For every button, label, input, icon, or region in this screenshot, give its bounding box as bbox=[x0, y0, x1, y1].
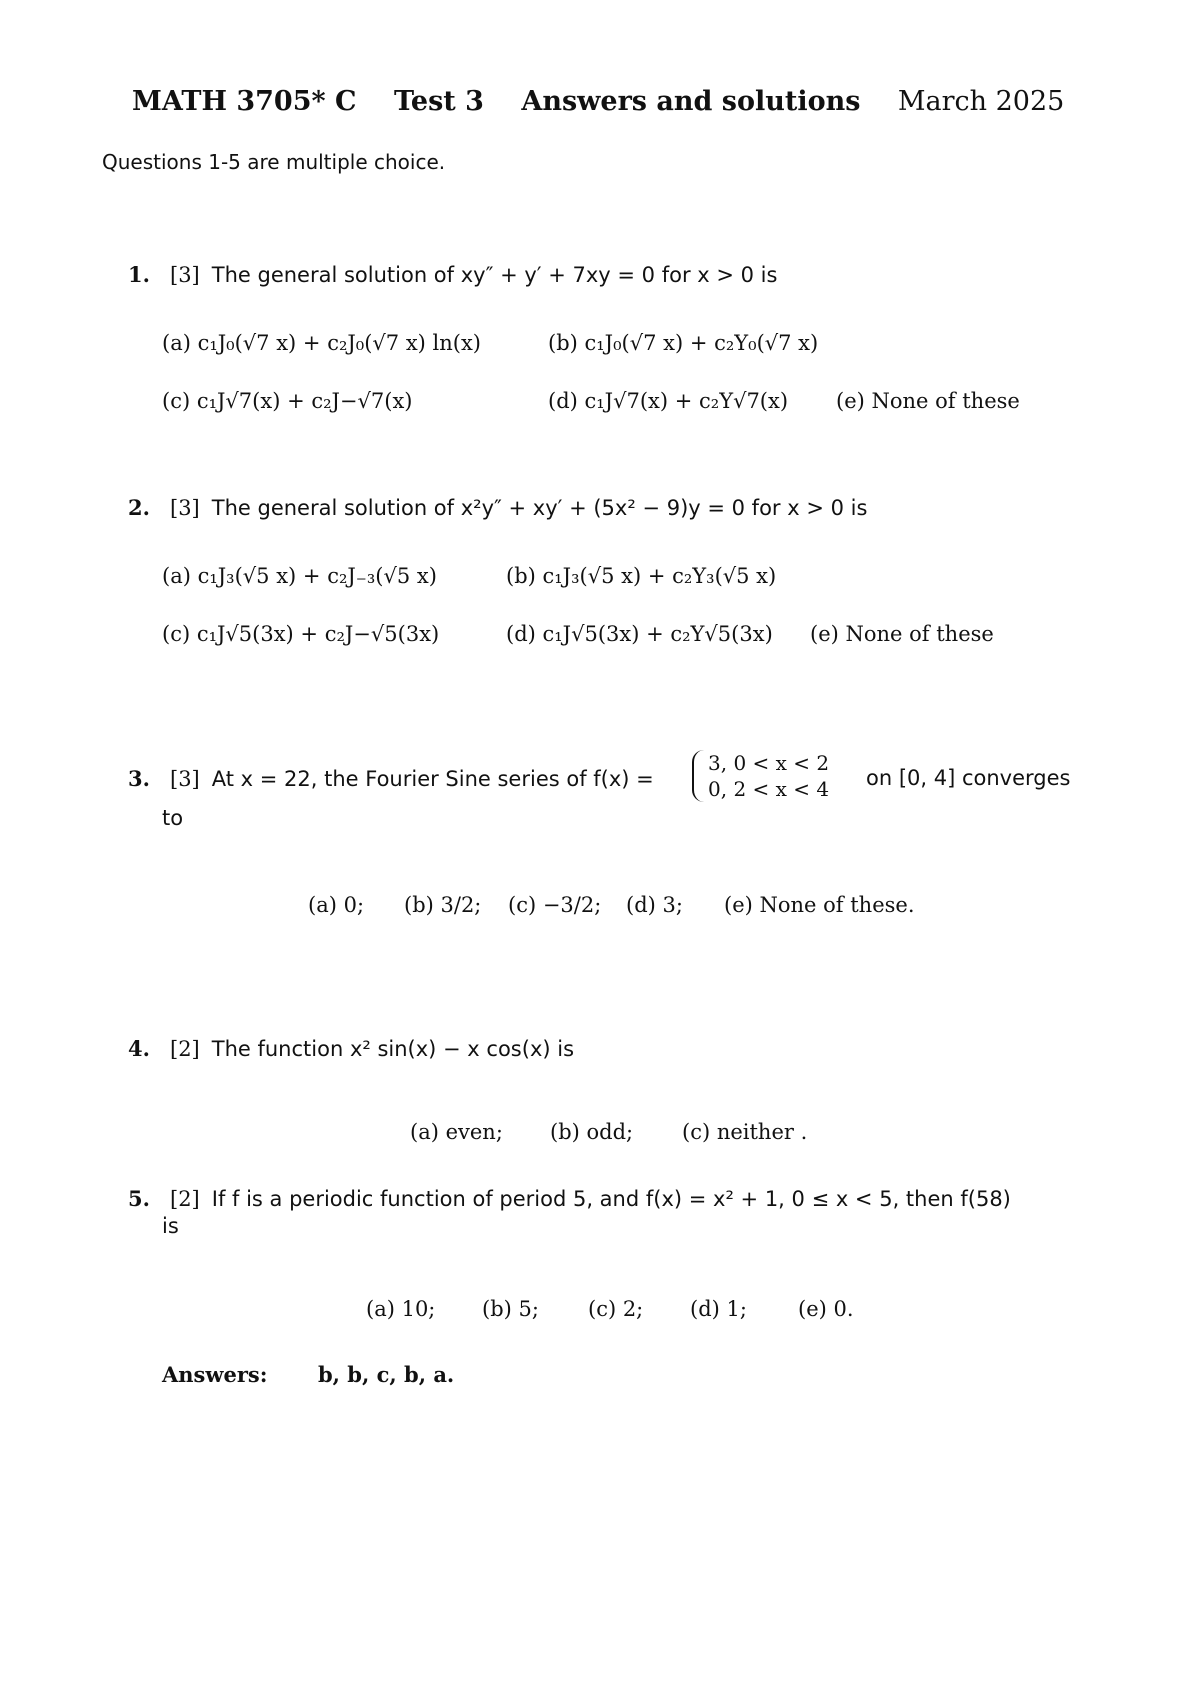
question-number: 1. bbox=[128, 262, 150, 287]
option-1c: (c) c₁J√7(x) + c₂J−√7(x) bbox=[162, 389, 413, 413]
option-4a: (a) even; bbox=[410, 1120, 503, 1144]
piecewise-definition bbox=[692, 750, 829, 802]
question-points: [3] bbox=[170, 263, 200, 287]
question-5 bbox=[128, 1186, 1011, 1211]
option-2d: (d) c₁J√5(3x) + c₂Y√5(3x) bbox=[506, 622, 773, 646]
question-points: [3] bbox=[170, 767, 200, 791]
test-name: Test 3 bbox=[393, 86, 484, 117]
intro-text: Questions 1-5 are multiple choice. bbox=[102, 150, 446, 174]
question-3-tail: on [0, 4] converges bbox=[866, 766, 1071, 790]
answers-values: b, b, c, b, a. bbox=[318, 1362, 455, 1387]
question-5-cont: is bbox=[162, 1214, 179, 1238]
option-5b: (b) 5; bbox=[482, 1297, 539, 1321]
option-1e: (e) None of these bbox=[836, 389, 1020, 413]
option-2a: (a) c₁J₃(√5 x) + c₂J₋₃(√5 x) bbox=[162, 564, 437, 588]
question-2 bbox=[128, 495, 867, 520]
option-5a: (a) 10; bbox=[366, 1297, 436, 1321]
question-text: The general solution of x²y″ + xy′ + (5x² − 9)y = 0 for x > 0 is bbox=[211, 496, 868, 520]
question-text: If f is a periodic function of period 5, and f(x) = x² + 1, 0 ≤ x < 5, then f(58) bbox=[211, 1187, 1011, 1211]
option-5d: (d) 1; bbox=[690, 1297, 747, 1321]
option-1d: (d) c₁J√7(x) + c₂Y√7(x) bbox=[548, 389, 789, 413]
option-1b: (b) c₁J₀(√7 x) + c₂Y₀(√7 x) bbox=[548, 331, 819, 355]
test-kind: Answers and solutions bbox=[521, 86, 861, 117]
document-title bbox=[132, 86, 1064, 117]
question-3 bbox=[128, 766, 654, 791]
test-date: March 2025 bbox=[897, 86, 1065, 117]
option-5e: (e) 0. bbox=[798, 1297, 854, 1321]
option-2b: (b) c₁J₃(√5 x) + c₂Y₃(√5 x) bbox=[506, 564, 777, 588]
piece-2: 0, 2 < x < 4 bbox=[708, 777, 830, 801]
option-3d: (d) 3; bbox=[626, 893, 683, 917]
question-4 bbox=[128, 1036, 574, 1061]
question-text: At x = 22, the Fourier Sine series of f(x) = bbox=[211, 767, 654, 791]
question-number: 3. bbox=[128, 766, 150, 791]
option-4c: (c) neither . bbox=[682, 1120, 808, 1144]
option-4b: (b) odd; bbox=[550, 1120, 634, 1144]
question-points: [2] bbox=[170, 1187, 200, 1211]
question-text: The general solution of xy″ + y′ + 7xy = 0 for x > 0 is bbox=[211, 263, 778, 287]
option-5c: (c) 2; bbox=[588, 1297, 644, 1321]
option-3c: (c) −3/2; bbox=[508, 893, 602, 917]
option-1a: (a) c₁J₀(√7 x) + c₂J₀(√7 x) ln(x) bbox=[162, 331, 481, 355]
course-code: MATH 3705* C bbox=[132, 86, 357, 117]
question-number: 4. bbox=[128, 1036, 150, 1061]
answers-label: Answers: bbox=[162, 1362, 268, 1387]
option-2c: (c) c₁J√5(3x) + c₂J−√5(3x) bbox=[162, 622, 440, 646]
question-number: 5. bbox=[128, 1186, 150, 1211]
question-3-cont: to bbox=[162, 806, 184, 830]
option-3e: (e) None of these. bbox=[724, 893, 915, 917]
option-3a: (a) 0; bbox=[308, 893, 365, 917]
question-number: 2. bbox=[128, 495, 150, 520]
option-3b: (b) 3/2; bbox=[404, 893, 482, 917]
question-1 bbox=[128, 262, 777, 287]
option-2e: (e) None of these bbox=[810, 622, 994, 646]
question-points: [3] bbox=[170, 496, 200, 520]
question-points: [2] bbox=[170, 1037, 200, 1061]
answers-line bbox=[162, 1362, 454, 1387]
question-text: The function x² sin(x) − x cos(x) is bbox=[211, 1037, 575, 1061]
piece-1: 3, 0 < x < 2 bbox=[708, 751, 830, 775]
